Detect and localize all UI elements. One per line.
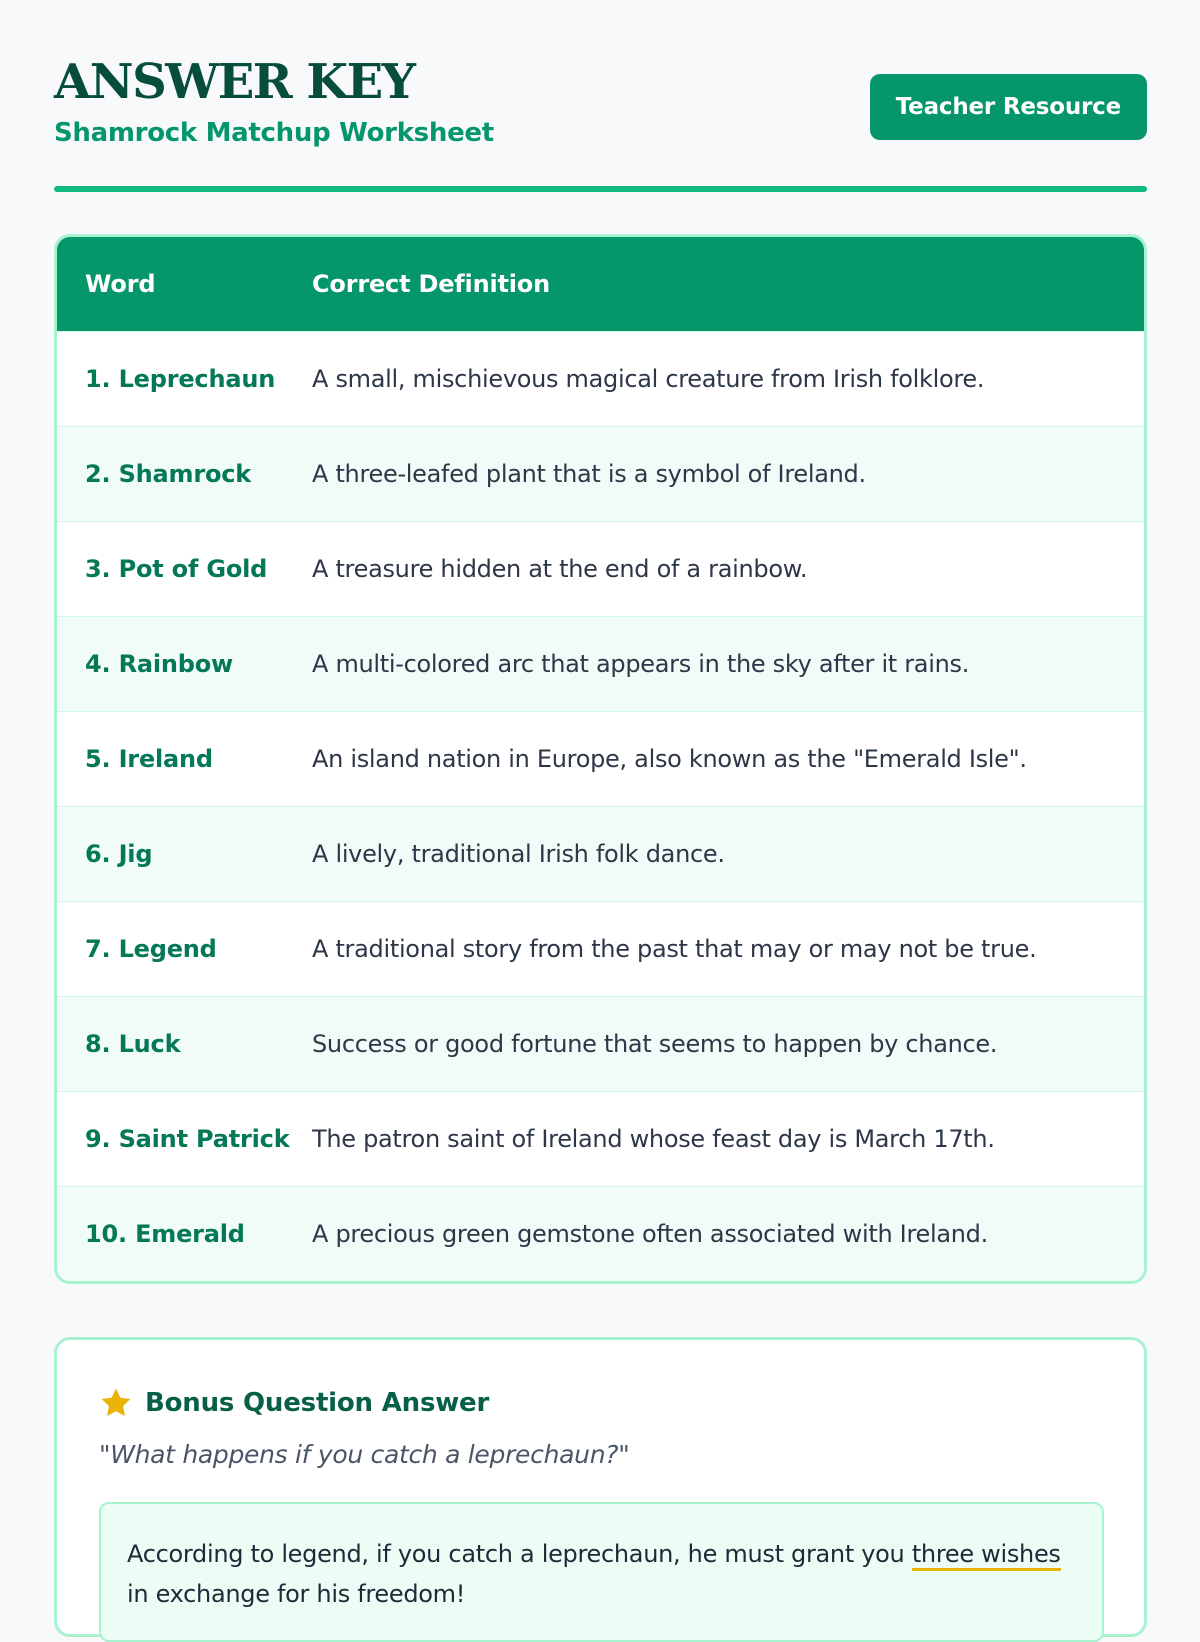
bonus-question-card	[54, 1337, 1147, 1637]
word-cell: 1. Leprechaun	[57, 332, 312, 427]
table-row	[57, 1092, 1144, 1187]
word-cell: 6. Jig	[57, 807, 312, 902]
definition-cell: The patron saint of Ireland whose feast day is March 17th.	[312, 1092, 1144, 1187]
bonus-title: Bonus Question Answer	[145, 1388, 490, 1418]
answer-table	[57, 237, 1144, 1281]
definition-cell: A multi-colored arc that appears in the sky after it rains.	[312, 617, 1144, 712]
definition-cell: A small, mischievous magical creature from Irish folklore.	[312, 332, 1144, 427]
header-divider	[54, 186, 1147, 192]
column-header-word: Word	[57, 237, 312, 332]
page-title: ANSWER KEY	[54, 54, 415, 110]
table-header-row	[57, 237, 1144, 332]
bonus-answer-box	[99, 1502, 1104, 1642]
header	[54, 52, 1147, 162]
table-row	[57, 997, 1144, 1092]
answer-text-start: According to legend, if you catch a leprechaun, he must grant you	[127, 1540, 912, 1568]
table-row	[57, 807, 1144, 902]
table-row	[57, 1187, 1144, 1282]
word-cell: 9. Saint Patrick	[57, 1092, 312, 1187]
answer-text-end: in exchange for his freedom!	[127, 1580, 466, 1608]
table-row	[57, 712, 1144, 807]
bonus-answer	[127, 1534, 1077, 1614]
bonus-question: "What happens if you catch a leprechaun?"	[99, 1440, 630, 1469]
table-row	[57, 902, 1144, 997]
definition-cell: A precious green gemstone often associated with Ireland.	[312, 1187, 1144, 1282]
definition-cell: A three-leafed plant that is a symbol of Ireland.	[312, 427, 1144, 522]
definition-cell: Success or good fortune that seems to happen by chance.	[312, 997, 1144, 1092]
word-cell: 8. Luck	[57, 997, 312, 1092]
star-icon	[99, 1386, 133, 1420]
word-cell: 4. Rainbow	[57, 617, 312, 712]
definition-cell: A lively, traditional Irish folk dance.	[312, 807, 1144, 902]
word-cell: 10. Emerald	[57, 1187, 312, 1282]
answer-table-card	[54, 234, 1147, 1284]
definition-cell: An island nation in Europe, also known as the "Emerald Isle".	[312, 712, 1144, 807]
table-row	[57, 522, 1144, 617]
word-cell: 2. Shamrock	[57, 427, 312, 522]
worksheet-subtitle: Shamrock Matchup Worksheet	[54, 118, 494, 148]
answer-highlight: three wishes	[912, 1540, 1061, 1571]
word-cell: 3. Pot of Gold	[57, 522, 312, 617]
table-row	[57, 617, 1144, 712]
word-cell: 7. Legend	[57, 902, 312, 997]
table-row	[57, 427, 1144, 522]
word-cell: 5. Ireland	[57, 712, 312, 807]
column-header-definition: Correct Definition	[312, 237, 1144, 332]
teacher-resource-badge: Teacher Resource	[870, 74, 1147, 140]
definition-cell: A treasure hidden at the end of a rainbow.	[312, 522, 1144, 617]
definition-cell: A traditional story from the past that may or may not be true.	[312, 902, 1144, 997]
table-row	[57, 332, 1144, 427]
